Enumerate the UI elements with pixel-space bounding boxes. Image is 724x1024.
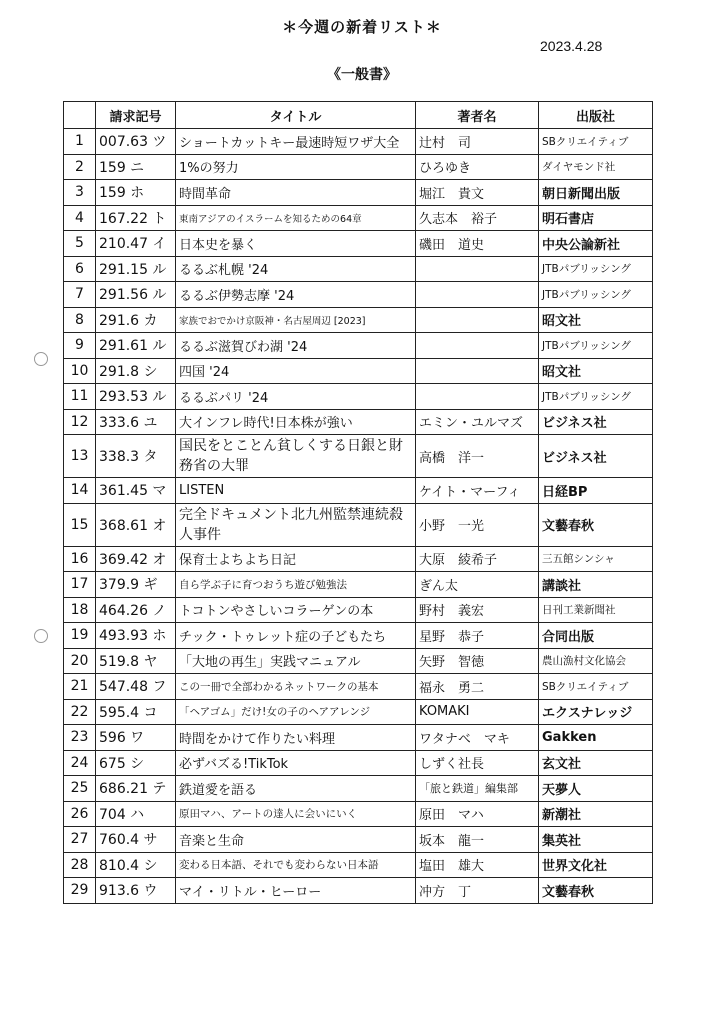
publisher-cell: 集英社	[539, 827, 653, 853]
title-cell: マイ・リトル・ヒーロー	[176, 878, 416, 904]
call-number-cell: 595.4 コ	[96, 699, 176, 725]
row-number: 18	[64, 597, 96, 623]
publisher-cell: 合同出版	[539, 623, 653, 649]
table-row	[64, 129, 653, 155]
title-cell: トコトンやさしいコラーゲンの本	[176, 597, 416, 623]
call-number-cell: 338.3 タ	[96, 435, 176, 478]
category-subtitle: 《一般書》	[327, 67, 397, 83]
call-number-cell: 369.42 オ	[96, 546, 176, 572]
table-row	[64, 546, 653, 572]
row-number: 24	[64, 750, 96, 776]
row-number: 15	[64, 503, 96, 546]
publisher-cell: SBクリエイティブ	[539, 129, 653, 155]
row-number: 4	[64, 205, 96, 231]
table-row	[64, 384, 653, 410]
punch-hole-bottom	[34, 629, 48, 643]
publisher-cell: JTBパブリッシング	[539, 384, 653, 410]
publisher-cell: 日刊工業新聞社	[539, 597, 653, 623]
author-cell: 坂本 龍一	[416, 827, 539, 853]
call-number-cell: 596 ワ	[96, 725, 176, 751]
title-cell: 家族でおでかけ京阪神・名古屋周辺 [2023]	[176, 307, 416, 333]
author-cell: KOMAKI	[416, 699, 539, 725]
row-number: 25	[64, 776, 96, 802]
publisher-cell: 講談社	[539, 572, 653, 598]
row-number: 21	[64, 674, 96, 700]
title-cell: 音楽と生命	[176, 827, 416, 853]
table-row	[64, 333, 653, 359]
table-row	[64, 648, 653, 674]
table-row	[64, 307, 653, 333]
author-cell: エミン・ユルマズ	[416, 409, 539, 435]
publisher-cell: 玄文社	[539, 750, 653, 776]
author-cell: 久志本 裕子	[416, 205, 539, 231]
title-cell: 変わる日本語、それでも変わらない日本語	[176, 852, 416, 878]
list-date: 2023.4.28	[540, 38, 603, 54]
title-cell: 1%の努力	[176, 154, 416, 180]
table-row	[64, 725, 653, 751]
table-row	[64, 478, 653, 504]
author-cell: 星野 恭子	[416, 623, 539, 649]
author-cell: しずく社長	[416, 750, 539, 776]
call-number-cell: 293.53 ル	[96, 384, 176, 410]
title-cell: この一冊で全部わかるネットワークの基本	[176, 674, 416, 700]
row-number: 16	[64, 546, 96, 572]
row-number: 5	[64, 231, 96, 257]
call-number-cell: 291.15 ル	[96, 256, 176, 282]
call-number-cell: 464.26 ノ	[96, 597, 176, 623]
title-cell: 「ヘアゴム」だけ!女の子のヘアアレンジ	[176, 699, 416, 725]
author-cell: 矢野 智徳	[416, 648, 539, 674]
author-cell: 福永 勇二	[416, 674, 539, 700]
title-cell: るるぶ札幌 '24	[176, 256, 416, 282]
publisher-cell: 文藝春秋	[539, 503, 653, 546]
author-cell	[416, 333, 539, 359]
col-header-no	[64, 102, 96, 129]
author-cell: 磯田 道史	[416, 231, 539, 257]
author-cell	[416, 384, 539, 410]
col-header-publisher: 出版社	[539, 102, 653, 129]
publisher-cell: Gakken	[539, 725, 653, 751]
table-row	[64, 699, 653, 725]
author-cell	[416, 256, 539, 282]
author-cell: 冲方 丁	[416, 878, 539, 904]
publisher-cell: 昭文社	[539, 307, 653, 333]
page-title: ＊今週の新着リスト＊	[282, 18, 442, 36]
title-cell: ショートカットキー最速時短ワザ大全	[176, 129, 416, 155]
table-row	[64, 674, 653, 700]
publisher-cell: ビジネス社	[539, 435, 653, 478]
table-row	[64, 282, 653, 308]
call-number-cell: 547.48 フ	[96, 674, 176, 700]
row-number: 29	[64, 878, 96, 904]
publisher-cell: 明石書店	[539, 205, 653, 231]
table-row	[64, 852, 653, 878]
author-cell: 原田 マハ	[416, 801, 539, 827]
title-cell: 国民をとことん貧しくする日銀と財務省の大罪	[176, 435, 416, 478]
row-number: 8	[64, 307, 96, 333]
call-number-cell: 913.6 ウ	[96, 878, 176, 904]
call-number-cell: 291.8 シ	[96, 358, 176, 384]
row-number: 27	[64, 827, 96, 853]
call-number-cell: 291.56 ル	[96, 282, 176, 308]
row-number: 13	[64, 435, 96, 478]
row-number: 10	[64, 358, 96, 384]
table-row	[64, 435, 653, 478]
call-number-cell: 704 ハ	[96, 801, 176, 827]
row-number: 17	[64, 572, 96, 598]
publisher-cell: エクスナレッジ	[539, 699, 653, 725]
title-cell: LISTEN	[176, 478, 416, 504]
table-row	[64, 256, 653, 282]
title-cell: 日本史を暴く	[176, 231, 416, 257]
row-number: 26	[64, 801, 96, 827]
table-row	[64, 801, 653, 827]
call-number-cell: 810.4 シ	[96, 852, 176, 878]
col-header-call-number: 請求記号	[96, 102, 176, 129]
row-number: 7	[64, 282, 96, 308]
title-cell: 保育士よちよち日記	[176, 546, 416, 572]
title-cell: 時間をかけて作りたい料理	[176, 725, 416, 751]
table-row	[64, 878, 653, 904]
table-row	[64, 205, 653, 231]
table-row	[64, 231, 653, 257]
author-cell: 大原 綾希子	[416, 546, 539, 572]
author-cell: ケイト・マーフィ	[416, 478, 539, 504]
table-header-row	[64, 102, 653, 129]
author-cell: 野村 義宏	[416, 597, 539, 623]
publisher-cell: 世界文化社	[539, 852, 653, 878]
title-cell: るるぶ滋賀びわ湖 '24	[176, 333, 416, 359]
publisher-cell: ビジネス社	[539, 409, 653, 435]
publisher-cell: JTBパブリッシング	[539, 256, 653, 282]
col-header-title: タイトル	[176, 102, 416, 129]
row-number: 3	[64, 180, 96, 206]
title-cell: 四国 '24	[176, 358, 416, 384]
call-number-cell: 361.45 マ	[96, 478, 176, 504]
author-cell: 堀江 貴文	[416, 180, 539, 206]
call-number-cell: 519.8 ヤ	[96, 648, 176, 674]
publisher-cell: ダイヤモンド社	[539, 154, 653, 180]
publisher-cell: 朝日新聞出版	[539, 180, 653, 206]
call-number-cell: 210.47 イ	[96, 231, 176, 257]
title-cell: 大インフレ時代!日本株が強い	[176, 409, 416, 435]
table-row	[64, 503, 653, 546]
title-cell: チック・トゥレット症の子どもたち	[176, 623, 416, 649]
author-cell: 辻村 司	[416, 129, 539, 155]
author-cell	[416, 282, 539, 308]
row-number: 9	[64, 333, 96, 359]
row-number: 14	[64, 478, 96, 504]
call-number-cell: 493.93 ホ	[96, 623, 176, 649]
publisher-cell: JTBパブリッシング	[539, 333, 653, 359]
title-cell: 「大地の再生」実践マニュアル	[176, 648, 416, 674]
table-row	[64, 154, 653, 180]
row-number: 11	[64, 384, 96, 410]
table-row	[64, 623, 653, 649]
publisher-cell: 三五館シンシャ	[539, 546, 653, 572]
publisher-cell: 文藝春秋	[539, 878, 653, 904]
publisher-cell: SBクリエイティブ	[539, 674, 653, 700]
row-number: 28	[64, 852, 96, 878]
call-number-cell: 291.61 ル	[96, 333, 176, 359]
publisher-cell: 中央公論新社	[539, 231, 653, 257]
row-number: 6	[64, 256, 96, 282]
author-cell: 塩田 雄大	[416, 852, 539, 878]
publisher-cell: 天夢人	[539, 776, 653, 802]
author-cell: 「旅と鉄道」編集部	[416, 776, 539, 802]
row-number: 22	[64, 699, 96, 725]
author-cell: ワタナベ マキ	[416, 725, 539, 751]
author-cell	[416, 307, 539, 333]
row-number: 2	[64, 154, 96, 180]
publisher-cell: 昭文社	[539, 358, 653, 384]
row-number: 20	[64, 648, 96, 674]
table-row	[64, 409, 653, 435]
row-number: 12	[64, 409, 96, 435]
row-number: 19	[64, 623, 96, 649]
publisher-cell: 新潮社	[539, 801, 653, 827]
author-cell: ひろゆき	[416, 154, 539, 180]
table-row	[64, 572, 653, 598]
row-number: 1	[64, 129, 96, 155]
call-number-cell: 291.6 カ	[96, 307, 176, 333]
publisher-cell: 日経BP	[539, 478, 653, 504]
title-cell: 東南アジアのイスラームを知るための64章	[176, 205, 416, 231]
call-number-cell: 760.4 サ	[96, 827, 176, 853]
new-books-table	[63, 101, 653, 904]
title-cell: 必ずバズる!TikTok	[176, 750, 416, 776]
call-number-cell: 159 ホ	[96, 180, 176, 206]
call-number-cell: 379.9 ギ	[96, 572, 176, 598]
col-header-author: 著者名	[416, 102, 539, 129]
table-row	[64, 597, 653, 623]
call-number-cell: 167.22 ト	[96, 205, 176, 231]
title-cell: るるぶパリ '24	[176, 384, 416, 410]
publisher-cell: JTBパブリッシング	[539, 282, 653, 308]
punch-hole-top	[34, 352, 48, 366]
publisher-cell: 農山漁村文化協会	[539, 648, 653, 674]
title-cell: 自ら学ぶ子に育つおうち遊び勉強法	[176, 572, 416, 598]
author-cell: 高橋 洋一	[416, 435, 539, 478]
call-number-cell: 159 ニ	[96, 154, 176, 180]
table-row	[64, 750, 653, 776]
title-cell: るるぶ伊勢志摩 '24	[176, 282, 416, 308]
author-cell: ぎん太	[416, 572, 539, 598]
title-cell: 鉄道愛を語る	[176, 776, 416, 802]
title-cell: 時間革命	[176, 180, 416, 206]
call-number-cell: 686.21 テ	[96, 776, 176, 802]
call-number-cell: 007.63 ツ	[96, 129, 176, 155]
author-cell: 小野 一光	[416, 503, 539, 546]
table-row	[64, 776, 653, 802]
call-number-cell: 333.6 ユ	[96, 409, 176, 435]
table-row	[64, 358, 653, 384]
title-cell: 完全ドキュメント北九州監禁連続殺人事件	[176, 503, 416, 546]
row-number: 23	[64, 725, 96, 751]
table-row	[64, 180, 653, 206]
title-cell: 原田マハ、アートの達人に会いにいく	[176, 801, 416, 827]
call-number-cell: 675 シ	[96, 750, 176, 776]
table-row	[64, 827, 653, 853]
call-number-cell: 368.61 オ	[96, 503, 176, 546]
author-cell	[416, 358, 539, 384]
